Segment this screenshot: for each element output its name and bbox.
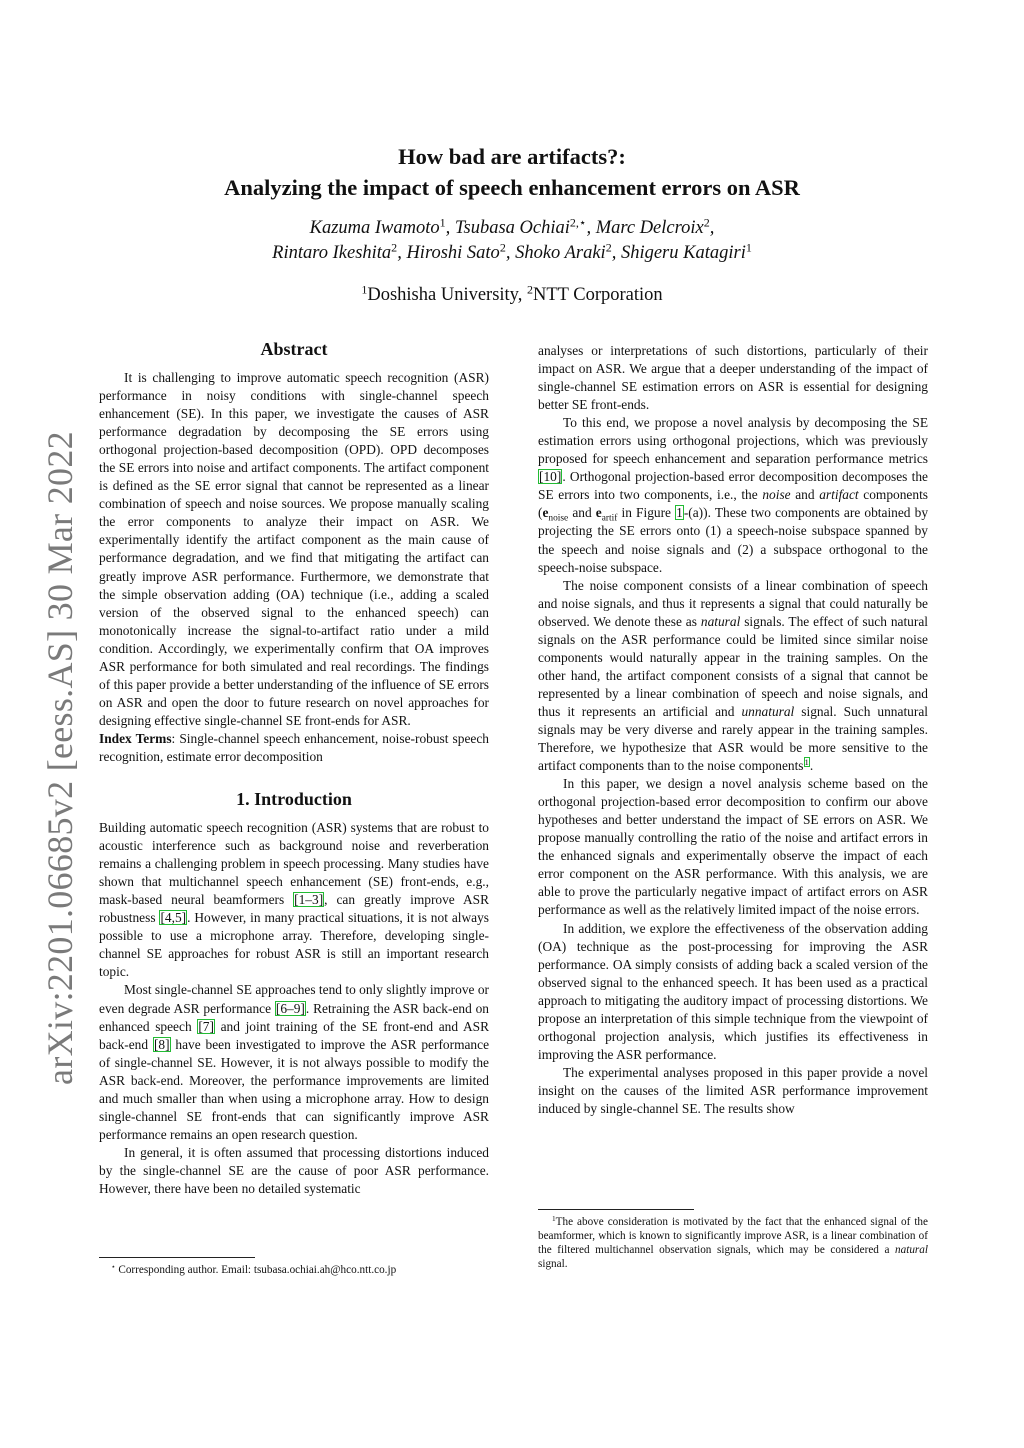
index-terms-text: Single-channel speech enhancement, noise-robust speech recognition, estimate error decomposition	[99, 730, 489, 764]
author-name: Rintaro Ikeshita	[272, 243, 392, 263]
author-name: Shoko Araki	[515, 243, 606, 263]
right-paragraph-6: The experimental analyses proposed in this paper provide a novel insight on the causes of the limited ASR performance improvement induced by single-channel SE. The results show	[538, 1064, 928, 1116]
footnote-rule	[99, 1257, 255, 1258]
citation-link[interactable]: [4,5]	[160, 910, 187, 926]
text-run: . However, in many practical situations, it is not always possible to use a microphone array. Therefore, developing single-channel SE approaches for robust ASR is still an important research topic.	[99, 910, 489, 980]
text-run: components (	[538, 487, 929, 521]
text-run: To this end, we propose a novel analysis by decomposing the SE estimation errors using orthogonal projections, which was previously proposed for speech enhancement and separation performance metrics	[538, 415, 928, 467]
author-affil-mark: 2,⋆	[569, 215, 587, 230]
author-affil-mark: 2	[391, 240, 398, 255]
title-line-2: Analyzing the impact of speech enhancement errors on ASR	[224, 175, 800, 200]
title-line-1: How bad are artifacts?:	[398, 144, 626, 169]
text-run: , can greatly improve ASR robustness	[99, 892, 489, 926]
text-run: -(a)). These two components are obtained by projecting the SE errors onto (1) a speech-noise subspace spanned by the speech and noise signals and (2) a subspace orthogonal to the speech-noise subspace.	[538, 505, 929, 575]
footnote-mark: ⋆	[111, 1263, 116, 1271]
right-paragraph-4: In this paper, we design a novel analysis scheme based on the orthogonal projection-based error decomposition to confirm our above hypotheses and better understand the impact of SE errors on ASR. We propose manually controlling the ratio of the noise and artifact errors in the enhanced signals and experimentally observe the impact of each error component on the ASR performance. With this analysis, we are able to prove the particularly negative impact of artifact errors on ASR performance as well as the relatively limited impact of the noise errors.	[538, 776, 928, 918]
text-run: and	[568, 505, 596, 521]
footnote-text: signal.	[538, 1258, 568, 1270]
text-run: signal. Such unnatural signals may be very diverse and rarely appear in the training samples. Therefore, we hypothesize that ASR would be more sensitive to the artifact components than to the noise components	[538, 703, 928, 774]
affil-name: NTT Corporation	[533, 285, 663, 305]
author-affil-mark: 2	[499, 240, 506, 255]
footnote-rule	[538, 1209, 694, 1210]
author-affil-mark: 1	[745, 240, 752, 255]
emphasis-noise: noise	[762, 487, 791, 503]
abstract-heading: Abstract	[260, 339, 328, 359]
author-list	[0, 216, 1024, 266]
symbol-e-artif: e	[595, 505, 602, 521]
symbol-e-noise: e	[542, 505, 549, 521]
right-column	[538, 342, 928, 1118]
emphasis-artifact: artifact	[819, 487, 859, 503]
author-name: Hiroshi Sato	[406, 243, 500, 263]
right-paragraph-1: analyses or interpretations of such distortions, particularly of their impact on ASR. We argue that a deeper understanding of the impact of single-channel SE estimation errors on ASR is essential for designing better SE front-ends.	[538, 343, 928, 413]
right-paragraph-2	[538, 414, 928, 576]
footnote-text: Corresponding author. Email: tsubasa.ochiai.ah@hco.ntt.co.jp	[118, 1264, 397, 1276]
footnote-left	[99, 1257, 489, 1277]
left-column	[99, 338, 489, 1198]
affiliations: $^1$Doshisha University, $^2$NTT Corporation	[361, 282, 663, 305]
footnote-right	[538, 1209, 928, 1271]
text-run: in Figure	[617, 505, 676, 521]
subscript-noise: noise	[548, 514, 569, 525]
emphasis-unnatural: unnatural	[741, 703, 795, 719]
author-line-2: Rintaro Ikeshita$^2$, Hiroshi Sato$^2$, Shoko Araki$^2$, Shigeru Katagiri$^1$	[272, 240, 752, 263]
citation-link[interactable]: [6–9]	[275, 1000, 305, 1016]
index-terms: Index Terms: Single-channel speech enhancement, noise-robust speech recognition, estimate error decomposition	[99, 730, 489, 764]
footnote-ref-link[interactable]: 1	[804, 757, 809, 768]
right-paragraph-5: In addition, we explore the effectiveness of the observation adding (OA) technique as the post-processing for improving the ASR performance. OA simply consists of adding back a scaled version of the observed signal to the enhanced speech. It has been used as a practical approach to mitigating the auditory impact of processing distortions. We propose an interpretation of this simple technique from the viewpoint of orthogonal projection analysis, which justifies its effectiveness in improving the ASR performance.	[538, 920, 928, 1062]
affil-name: Doshisha University	[367, 285, 518, 305]
citation-link[interactable]: [10]	[539, 469, 562, 485]
introduction-heading: 1. Introduction	[236, 789, 352, 810]
footnote-mark: 1	[552, 1215, 556, 1223]
author-name: Kazuma Iwamoto	[309, 218, 440, 238]
emphasis-natural: natural	[700, 613, 741, 629]
author-name: Shigeru Katagiri	[620, 243, 746, 263]
footnote-1	[538, 1215, 928, 1271]
text-run: Most single-channel SE approaches tend to only slightly improve or even degrade ASR performance	[99, 982, 489, 1016]
emphasis-natural: natural	[895, 1244, 928, 1256]
author-affil-mark: 2	[703, 215, 710, 230]
author-affil-mark: 2	[605, 240, 612, 255]
author-line-1: Kazuma Iwamoto$^1$, Tsubasa Ochiai$^{2,⋆}$, Marc Delcroix$^2$,	[309, 215, 715, 238]
abstract-body: It is challenging to improve automatic speech recognition (ASR) performance in noisy conditions with single-channel speech enhancement (SE). In this paper, we investigate the causes of ASR performance degradation by decomposing the SE errors using orthogonal projection-based decomposition (OPD). OPD decomposes the SE errors into noise and artifact components. The artifact component is defined as the SE error signal that cannot be represented as a linear combination of speech and noise sources. We propose manually scaling the error components to analyze their impact on ASR. We experimentally identify the artifact component as the main cause of performance degradation, and we find that mitigating the artifact can greatly improve ASR performance. Furthermore, we demonstrate that the simple observation adding (OA) technique (i.e., adding a scaled version of the observed signal to the enhanced speech) can monotonically increase the signal-to-artifact ratio under a mild condition. Accordingly, we experimentally confirm that OA improves ASR performance for both simulated and real recordings. The findings of this paper provide a better understanding of the influence of SE errors on ASR and open the door to future research on novel approaches for designing effective single-channel SE front-ends for ASR.	[99, 370, 489, 728]
right-paragraph-3	[538, 577, 928, 776]
intro-paragraph-3: In general, it is often assumed that processing distortions induced by the single-channel SE are the cause of poor ASR performance. However, there have been no detailed systematic	[99, 1144, 489, 1196]
affil-mark: 1	[361, 282, 368, 297]
intro-paragraph-2	[99, 981, 489, 1143]
intro-paragraph-1	[99, 819, 489, 981]
author-name: Tsubasa Ochiai	[454, 218, 570, 238]
citation-link[interactable]: [8]	[153, 1036, 170, 1052]
text-run: and joint training of the SE front-end and ASR back-end	[99, 1018, 489, 1052]
citation-link[interactable]: [1–3]	[294, 892, 324, 908]
paper-title	[0, 141, 1024, 203]
citation-link[interactable]: [7]	[198, 1018, 214, 1034]
footnote-corresponding	[99, 1263, 489, 1277]
text-run: signals. The effect of such natural signals on the ASR performance could be limited since similar noise components would naturally appear in the training samples. On the other hand, the artifact component consists of a signal that cannot be represented by a linear combination of speech and noise signals, and thus it represents an artificial and	[538, 613, 928, 719]
text-run: Building automatic speech recognition (ASR) systems that are robust to acoustic interference such as background noise and reverberation remains a challenging problem in speech processing. Many studies have shown that multichannel speech enhancement (SE) front-ends, e.g., mask-based neural beamformers	[99, 820, 489, 908]
affil-mark: 2	[526, 282, 533, 297]
text-run: and	[790, 487, 820, 503]
author-affil-mark: 1	[439, 215, 446, 230]
text-run: . Orthogonal projection-based error decomposition decomposes the SE errors into two components, i.e., the	[538, 469, 928, 503]
footnote-text: The above consideration is motivated by the fact that the enhanced signal of the beamformer, which is known to significantly improve ASR, is a linear combination of the filtered multichannel observation signals, which may be considered a	[538, 1216, 928, 1256]
index-terms-label: Index Terms	[99, 730, 172, 746]
author-name: Marc Delcroix	[595, 218, 704, 238]
figure-link[interactable]: 1	[676, 505, 683, 521]
text-run: The noise component consists of a linear combination of speech and noise signals, and thus it represents a signal that could naturally be observed. We denote these as	[538, 577, 928, 629]
subscript-artif: artif	[601, 514, 618, 525]
text-run: have been investigated to improve the ASR performance of single-channel SE. However, it is not always possible to modify the ASR back-end. Moreover, the performance improvements are limited and much smaller than when using a microphone array. How to design single-channel SE front-ends that can significantly improve ASR performance remains an open research question.	[99, 1036, 490, 1142]
arxiv-stamp: arXiv:2201.06685v2 [eess.AS] 30 Mar 2022	[40, 431, 80, 1085]
text-run: .	[809, 758, 814, 774]
text-run: . Retraining the ASR back-end on enhanced speech	[99, 1000, 489, 1034]
